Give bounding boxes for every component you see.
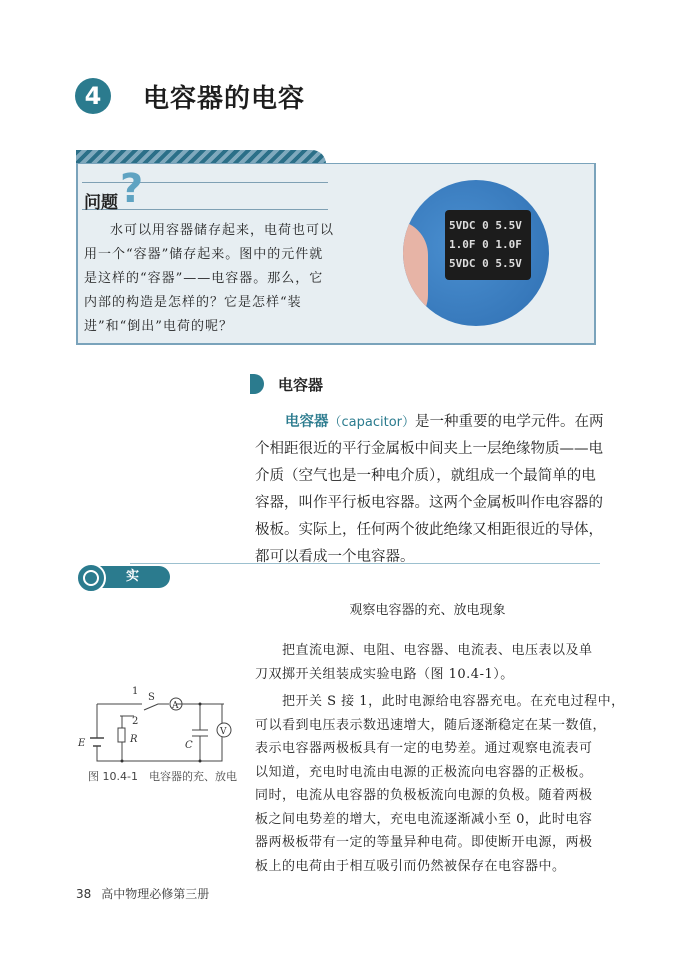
question-banner [76, 150, 326, 164]
label-c: C [185, 740, 193, 751]
text-line: 板上的电荷由于相互吸引而仍然被保存在电容器中。 [255, 858, 566, 874]
lens-icon [83, 570, 99, 586]
term-english: （capacitor） [328, 415, 415, 430]
circuit-diagram [72, 680, 242, 765]
section-title: 电容器 [278, 376, 324, 394]
question-text [84, 219, 334, 339]
book-title: 高中物理必修第三册 [101, 887, 210, 901]
section-paragraph [255, 409, 605, 571]
text-line: 板之间电势差的增大，充电电流逐渐减小至 0，此时电容 [255, 811, 593, 827]
photo-label: 1.0F 0 1.0F [449, 238, 522, 251]
page-number: 38 [76, 887, 92, 901]
label-s: S [148, 692, 155, 703]
capacitor-image [445, 210, 531, 280]
chapter-number: 4 [75, 78, 111, 114]
resistor-icon [118, 728, 125, 742]
label-a: A [172, 701, 179, 711]
text-line: 可以看到电压表示数迅速增大，随后逐渐稳定在某一数值， [255, 717, 607, 733]
text-line: 把直流电源、电阻、电容器、电流表、电压表以及单 [255, 643, 593, 658]
capacitor-photo [403, 180, 549, 326]
label-2: 2 [132, 716, 139, 727]
text-line: 把开关 S 接 1，此时电源给电容器充电。在充电过程中， [255, 694, 625, 709]
section-text: 是一种重要的电学元件。在两个相距很近的平行金属板中间夹上一层绝缘物质——电介质（空气也是一种电介质），就组成一个最简单的电容器，叫作平行板电容器。这两个金属板叫作电容器的极板。实际上，任何两个彼此绝缘又相距很近的导体，都可以看成一个电容器。 [255, 414, 604, 565]
magnifier-icon [76, 563, 106, 593]
term: 电容器 [285, 414, 329, 430]
divider [82, 209, 328, 210]
label-e: E [78, 738, 86, 749]
photo-label: 5VDC 0 5.5V [449, 219, 522, 232]
experiment-label: 实 验 [116, 569, 146, 606]
label-v: V [220, 727, 227, 737]
text-line: 同时，电流从电容器的负极板流向电源的负极。随着两极 [255, 788, 593, 803]
text-line: 器两极板带有一定的等量异种电荷。即使断开电源，两极 [255, 835, 593, 850]
figure-caption: 图 10.4-1 电容器的充、放电 [88, 770, 237, 783]
divider [130, 563, 600, 564]
section-marker-icon [250, 374, 264, 394]
capacitor-icon [192, 704, 208, 761]
photo-label: 5VDC 0 5.5V [449, 257, 522, 270]
page-footer [76, 885, 209, 902]
switch-icon [144, 704, 169, 710]
question-label: 问题 [84, 193, 118, 213]
divider [82, 182, 328, 183]
label-1: 1 [132, 686, 139, 697]
question-mark-icon: ? [120, 166, 144, 212]
text-line: 以知道，充电时电流由电源的正极流向电容器的正极板。 [255, 764, 593, 780]
battery-icon [90, 738, 104, 746]
question-body: 水可以用容器储存起来，电荷也可以用一个“容器”储存起来。图中的元件就是这样的“容器”——电容器。那么，它内部的构造是怎样的？它是怎样“装进”和“倒出”电荷的呢？ [84, 223, 335, 334]
circuit-wire [97, 704, 222, 761]
text-line: 表示电容器两极板具有一定的电势差。通过观察电流表可 [255, 741, 593, 756]
finger-image [403, 220, 428, 326]
experiment-subtitle: 观察电容器的充、放电现象 [349, 603, 506, 618]
text-line: 刀双掷开关组装成实验电路（图 10.4-1）。 [255, 666, 514, 682]
experiment-tag [100, 566, 170, 606]
experiment-body [255, 639, 625, 878]
label-r: R [130, 734, 138, 745]
page-title: 电容器的电容 [143, 84, 306, 114]
